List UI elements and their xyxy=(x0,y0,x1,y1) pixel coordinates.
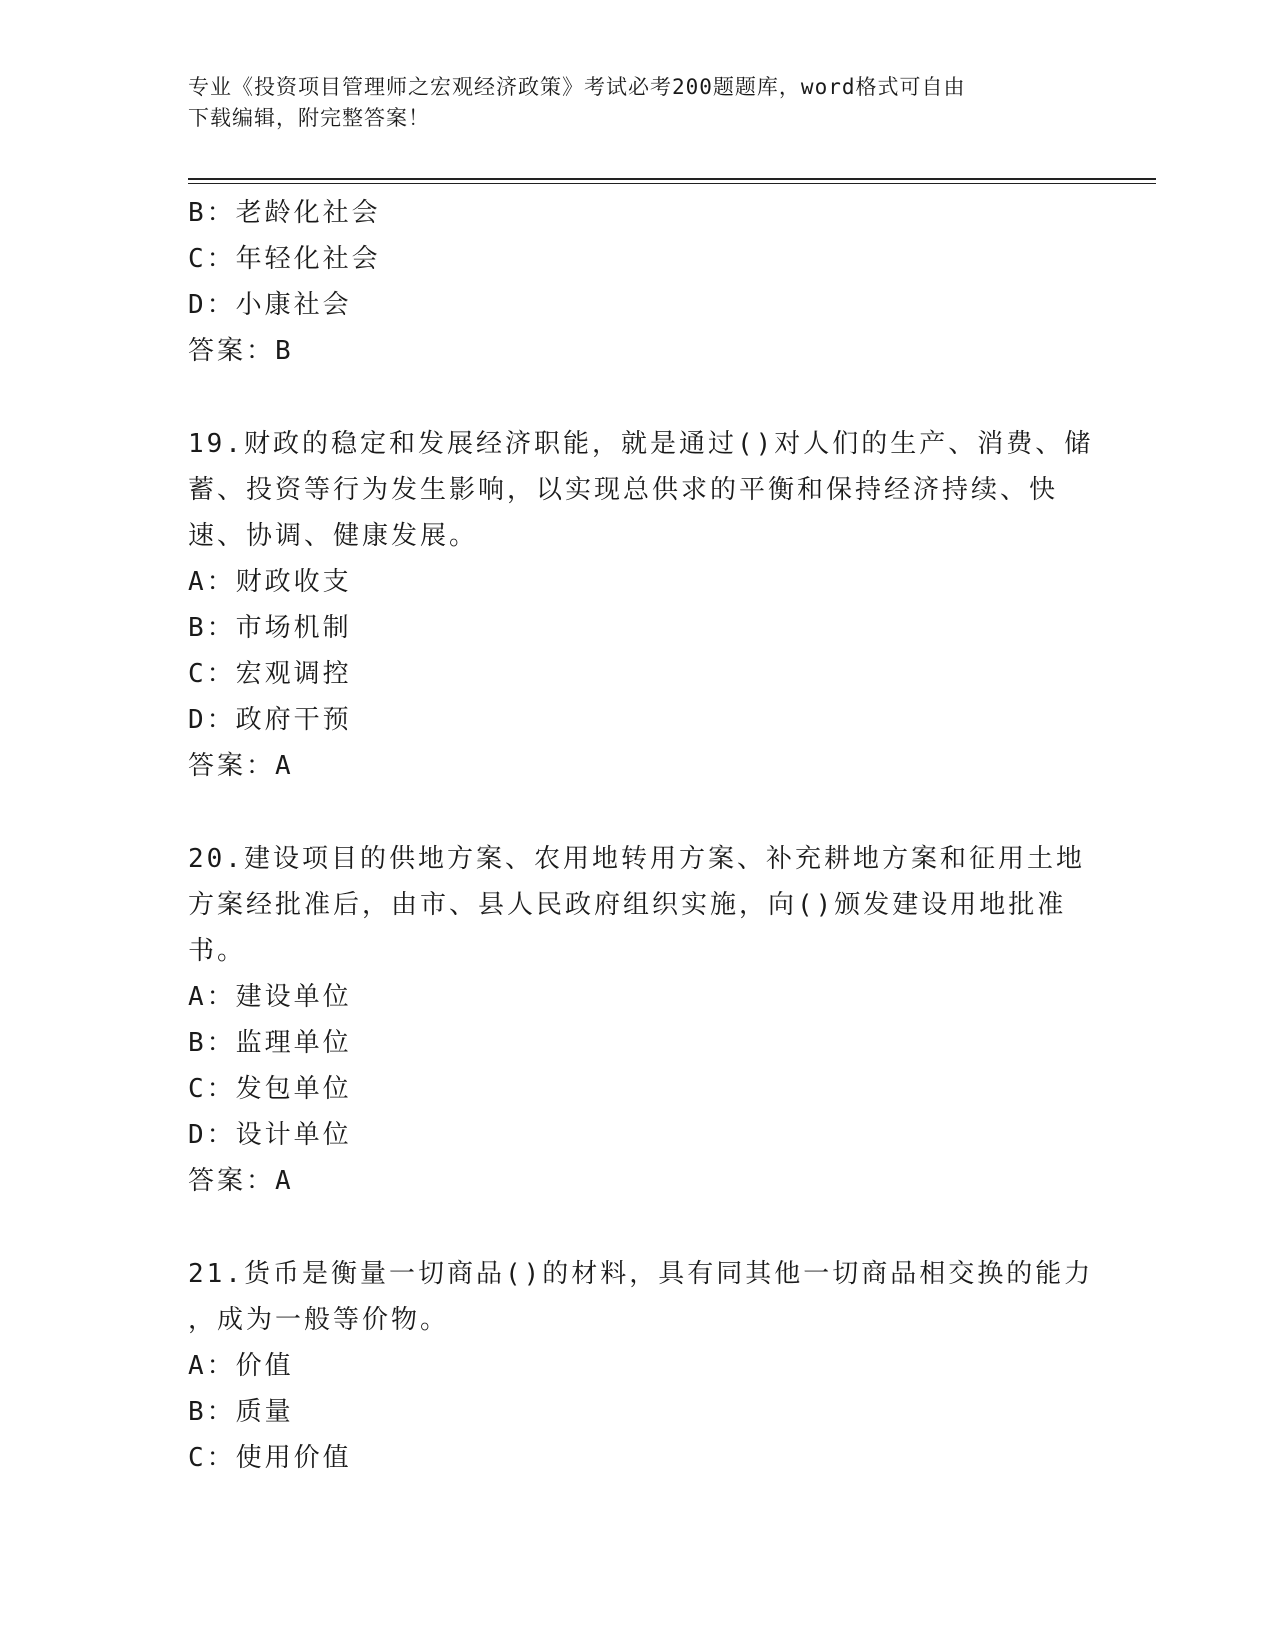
option-d: D：政府干预 xyxy=(188,705,352,735)
question-block-20 xyxy=(188,836,1088,1204)
option-b: B：老龄化社会 xyxy=(188,198,381,228)
document-body xyxy=(188,190,1094,1481)
option-d: D：设计单位 xyxy=(188,1120,352,1150)
question-line: 方案经批准后，由市、县人民政府组织实施，向()颁发建设用地批准 xyxy=(188,890,1067,920)
option-c: C：宏观调控 xyxy=(188,659,352,689)
option-a: A：财政收支 xyxy=(188,567,352,597)
header-line-1: 专业《投资项目管理师之宏观经济政策》考试必考200题题库，word格式可自由 xyxy=(188,75,966,99)
option-b: B：质量 xyxy=(188,1397,294,1427)
question-text xyxy=(188,836,1088,974)
option-a: A：建设单位 xyxy=(188,982,352,1012)
question-line: ，成为一般等价物。 xyxy=(188,1305,450,1335)
question-text xyxy=(188,1251,1094,1343)
option-b: B：监理单位 xyxy=(188,1028,352,1058)
question-line: 蓄、投资等行为发生影响，以实现总供求的平衡和保持经济持续、快 xyxy=(188,475,1059,505)
answer: 答案：A xyxy=(188,1166,294,1196)
document-header xyxy=(188,72,1088,134)
question-line: 19.财政的稳定和发展经济职能，就是通过()对人们的生产、消费、储 xyxy=(188,429,1094,459)
option-c: C：发包单位 xyxy=(188,1074,352,1104)
header-rule-thick xyxy=(188,178,1156,180)
option-a: A：价值 xyxy=(188,1351,294,1381)
question-block-19 xyxy=(188,421,1094,789)
option-c: C：使用价值 xyxy=(188,1443,352,1473)
header-rule-thin xyxy=(188,183,1156,184)
option-c: C：年轻化社会 xyxy=(188,244,381,274)
question-block-18 xyxy=(188,190,1088,374)
question-line: 书。 xyxy=(188,936,247,966)
question-line: 速、协调、健康发展。 xyxy=(188,521,479,551)
header-line-2: 下载编辑，附完整答案！ xyxy=(188,106,430,130)
question-text xyxy=(188,421,1094,559)
question-line: 21.货币是衡量一切商品()的材料，具有同其他一切商品相交换的能力 xyxy=(188,1259,1094,1289)
question-block-21 xyxy=(188,1251,1094,1481)
option-d: D：小康社会 xyxy=(188,290,352,320)
answer: 答案：B xyxy=(188,336,294,366)
answer: 答案：A xyxy=(188,751,294,781)
option-b: B：市场机制 xyxy=(188,613,352,643)
question-line: 20.建设项目的供地方案、农用地转用方案、补充耕地方案和征用土地 xyxy=(188,844,1085,874)
